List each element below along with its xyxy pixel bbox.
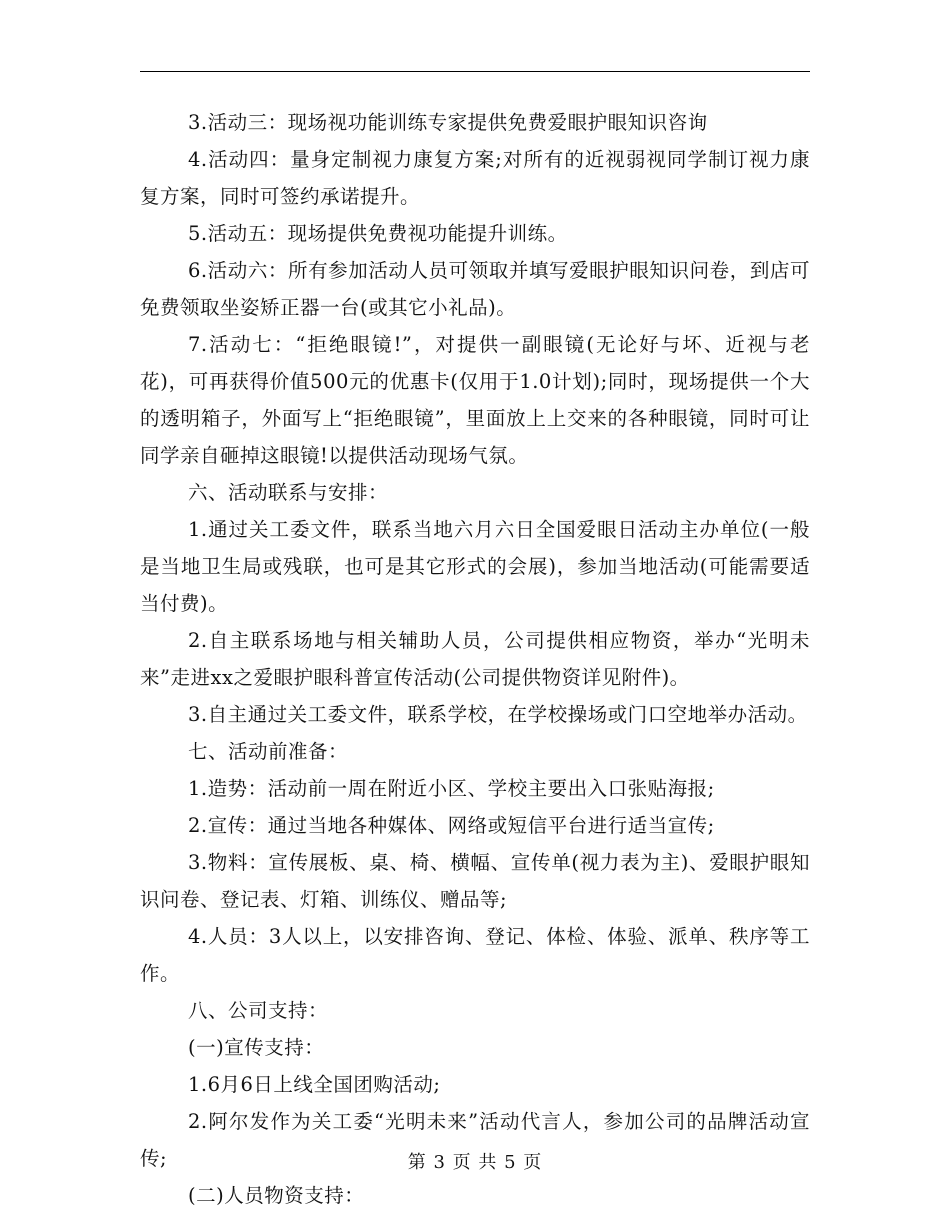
paragraph-prep-2: 2.宣传：通过当地各种媒体、网络或短信平台进行适当宣传;	[188, 814, 715, 837]
paragraph-activity-3: 3.活动三：现场视功能训练专家提供免费爱眼护眼知识咨询	[188, 111, 708, 134]
paragraph-support-1: 1.6月6日上线全国团购活动;	[188, 1073, 441, 1096]
header-rule	[140, 71, 810, 72]
paragraph-prep-1: 1.造势：活动前一周在附近小区、学校主要出入口张贴海报;	[188, 777, 715, 800]
paragraph-activity-5: 5.活动五：现场提供免费视功能提升训练。	[188, 222, 568, 245]
paragraph-prep-4: 4.人员：3人以上，以安排咨询、登记、体检、体验、派单、秩序等工作。	[140, 925, 810, 985]
section-heading-7: 七、活动前准备：	[188, 740, 349, 763]
paragraph-activity-6: 6.活动六：所有参加活动人员可领取并填写爱眼护眼知识问卷，到店可免费领取坐姿矫正器一台(或其它小礼品)。	[140, 259, 810, 319]
paragraph-contact-3: 3.自主通过关工委文件，联系学校，在学校操场或门口空地举办活动。	[188, 703, 808, 726]
page-number-footer: 第 3 页 共 5 页	[407, 1152, 543, 1173]
document-body	[140, 104, 810, 1214]
paragraph-activity-4: 4.活动四：量身定制视力康复方案;对所有的近视弱视同学制订视力康复方案，同时可签约承诺提升。	[140, 148, 810, 208]
paragraph-contact-1: 1.通过关工委文件，联系当地六月六日全国爱眼日活动主办单位(一般是当地卫生局或残联，也可是其它形式的会展)，参加当地活动(可能需要适当付费)。	[140, 518, 810, 615]
subheading-publicity-support: (一)宣传支持：	[188, 1036, 325, 1059]
paragraph-contact-2: 2.自主联系场地与相关辅助人员，公司提供相应物资，举办“光明未来”走进xx之爱眼护眼科普宣传活动(公司提供物资详见附件)。	[140, 629, 810, 689]
section-heading-6: 六、活动联系与安排：	[188, 481, 389, 504]
paragraph-prep-3: 3.物料：宣传展板、桌、椅、横幅、宣传单(视力表为主)、爱眼护眼知识问卷、登记表、灯箱、训练仪、赠品等;	[140, 851, 810, 911]
section-heading-8: 八、公司支持：	[188, 999, 329, 1022]
paragraph-support-2: 2.阿尔发作为关工委“光明未来”活动代言人，参加公司的品牌活动宣传;	[140, 1110, 810, 1170]
subheading-staff-material-support: (二)人员物资支持：	[188, 1184, 365, 1207]
paragraph-activity-7: 7.活动七：“拒绝眼镜!”，对提供一副眼镜(无论好与坏、近视与老花)，可再获得价值500元的优惠卡(仅用于1.0计划);同时，现场提供一个大的透明箱子，外面写上“拒绝眼镜”，里面放上上交来的各种眼镜，同时可让同学亲自砸掉这眼镜!以提供活动现场气氛。	[140, 333, 810, 467]
